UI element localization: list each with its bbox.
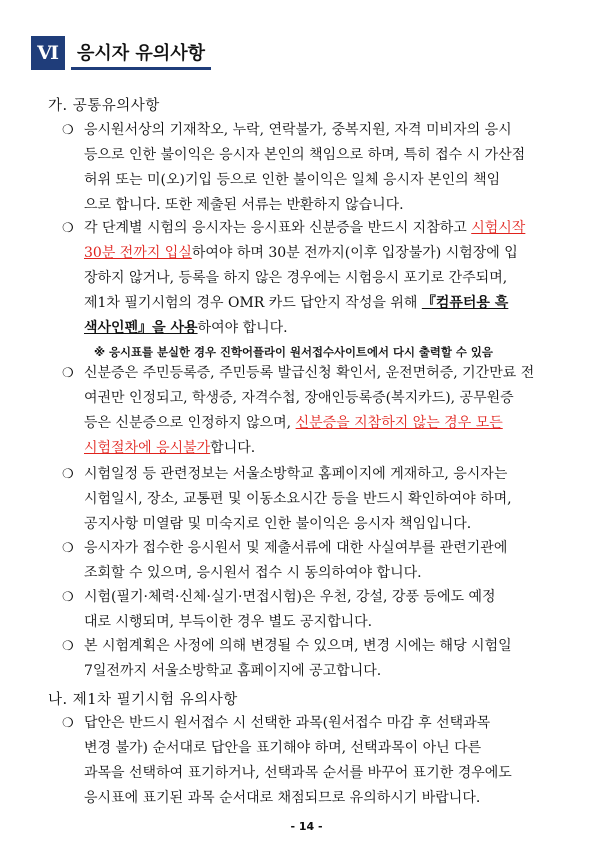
bullet-icon: ❍: [62, 366, 74, 381]
para7-line: 7일전까지 서울소방학교 홈페이지에 공고합니다.: [84, 663, 382, 679]
para4-line: 공지사항 미열람 및 미숙지로 인한 불이익은 응시자 책임입니다.: [84, 516, 472, 532]
para8-line: 과목을 선택하여 표기하거나, 선택과목 순서를 바꾸어 표기한 경우에도: [84, 765, 512, 781]
para7-line: 본 시험계획은 사정에 의해 변경될 수 있으며, 변경 시에는 해당 시험일: [84, 638, 512, 654]
para2-line: 30분 전까지 입실하여야 하며 30분 전까지(이후 입장불가) 시험장에 입: [84, 245, 518, 261]
para1-line: 으로 합니다. 또한 제출된 서류는 반환하지 않습니다.: [84, 197, 404, 213]
para1-line: 등으로 인한 불이익은 응시자 본인의 책임으로 하며, 특히 접수 시 가산점: [84, 147, 526, 163]
para4-line: 시험일정 등 관련정보는 서울소방학교 홈페이지에 게재하고, 응시자는: [84, 466, 508, 482]
subsection-common: 가. 공통유의사항: [48, 98, 160, 114]
section-number: Ⅵ: [31, 36, 65, 70]
para8-line: 답안은 반드시 원서접수 시 선택한 과목(원서접수 마감 후 선택과목: [84, 715, 491, 731]
highlight-text: 30분 전까지 입실: [84, 245, 192, 261]
subsection-written-exam: 나. 제1차 필기시험 유의사항: [48, 692, 238, 708]
highlight-text: 시험시작: [471, 220, 526, 236]
underlined-text: 『컴퓨터용 흑: [421, 295, 509, 311]
bullet-icon: ❍: [62, 639, 74, 654]
para1-line: 응시원서상의 기재착오, 누락, 연락불가, 중복지원, 자격 미비자의 응시: [84, 122, 512, 138]
highlight-text: 시험절차에 응시불가: [84, 440, 211, 456]
para1-line: 허위 또는 미(오)기입 등으로 인한 불이익은 일체 응시자 본인의 책임: [84, 172, 501, 188]
para3-line: 여권만 인정되고, 학생증, 자격수첩, 장애인등록증(복지카드), 공무원증: [84, 390, 514, 406]
para3-line: 신분증은 주민등록증, 주민등록 발급신청 확인서, 운전면허증, 기간만료 전: [84, 365, 535, 381]
para6-line: 대로 시행되며, 부득이한 경우 별도 공지합니다.: [84, 614, 373, 630]
bullet-icon: ❍: [62, 716, 74, 731]
highlight-text: 신분증을 지참하지 않는 경우 모든: [295, 415, 503, 431]
bullet-icon: ❍: [62, 590, 74, 605]
para2-line: 색사인펜』을 사용하여야 합니다.: [84, 320, 288, 336]
para3-line: 시험절차에 응시불가합니다.: [84, 440, 256, 456]
para3-line: 등은 신분증으로 인정하지 않으며, 신분증을 지참하지 않는 경우 모든: [84, 415, 503, 431]
note-text: ※ 응시표를 분실한 경우 진학어플라이 원서접수사이트에서 다시 출력할 수 있음: [94, 345, 493, 359]
page-number: - 14 -: [290, 820, 323, 833]
para5-line: 응시자가 접수한 응시원서 및 제출서류에 대한 사실여부를 관련기관에: [84, 540, 508, 556]
section-title: 응시자 유의사항: [71, 36, 211, 70]
underlined-text: 색사인펜』을 사용: [84, 320, 198, 336]
bullet-icon: ❍: [62, 541, 74, 556]
para8-line: 응시표에 표기된 과목 순서대로 채점되므로 유의하시기 바랍니다.: [84, 790, 481, 806]
para2-line: 장하지 않거나, 등록을 하지 않은 경우에는 시험응시 포기로 간주되며,: [84, 270, 508, 286]
para2-line: 각 단계별 시험의 응시자는 응시표와 신분증을 반드시 지참하고 시험시작: [84, 220, 526, 236]
bullet-icon: ❍: [62, 123, 74, 138]
para6-line: 시험(필기·체력·신체·실기·면접시험)은 우천, 강설, 강풍 등에도 예정: [84, 589, 496, 605]
bullet-icon: ❍: [62, 467, 74, 482]
para5-line: 조회할 수 있으며, 응시원서 접수 시 동의하여야 합니다.: [84, 565, 422, 581]
para8-line: 변경 불가) 순서대로 답안을 표기해야 하며, 선택과목이 아닌 다른: [84, 740, 482, 756]
section-header: [31, 36, 211, 70]
para2-line: 제1차 필기시험의 경우 OMR 카드 답안지 작성을 위해 『컴퓨터용 흑: [84, 295, 509, 311]
bullet-icon: ❍: [62, 221, 74, 236]
para4-line: 시험일시, 장소, 교통편 및 이동소요시간 등을 반드시 확인하여야 하며,: [84, 491, 512, 507]
